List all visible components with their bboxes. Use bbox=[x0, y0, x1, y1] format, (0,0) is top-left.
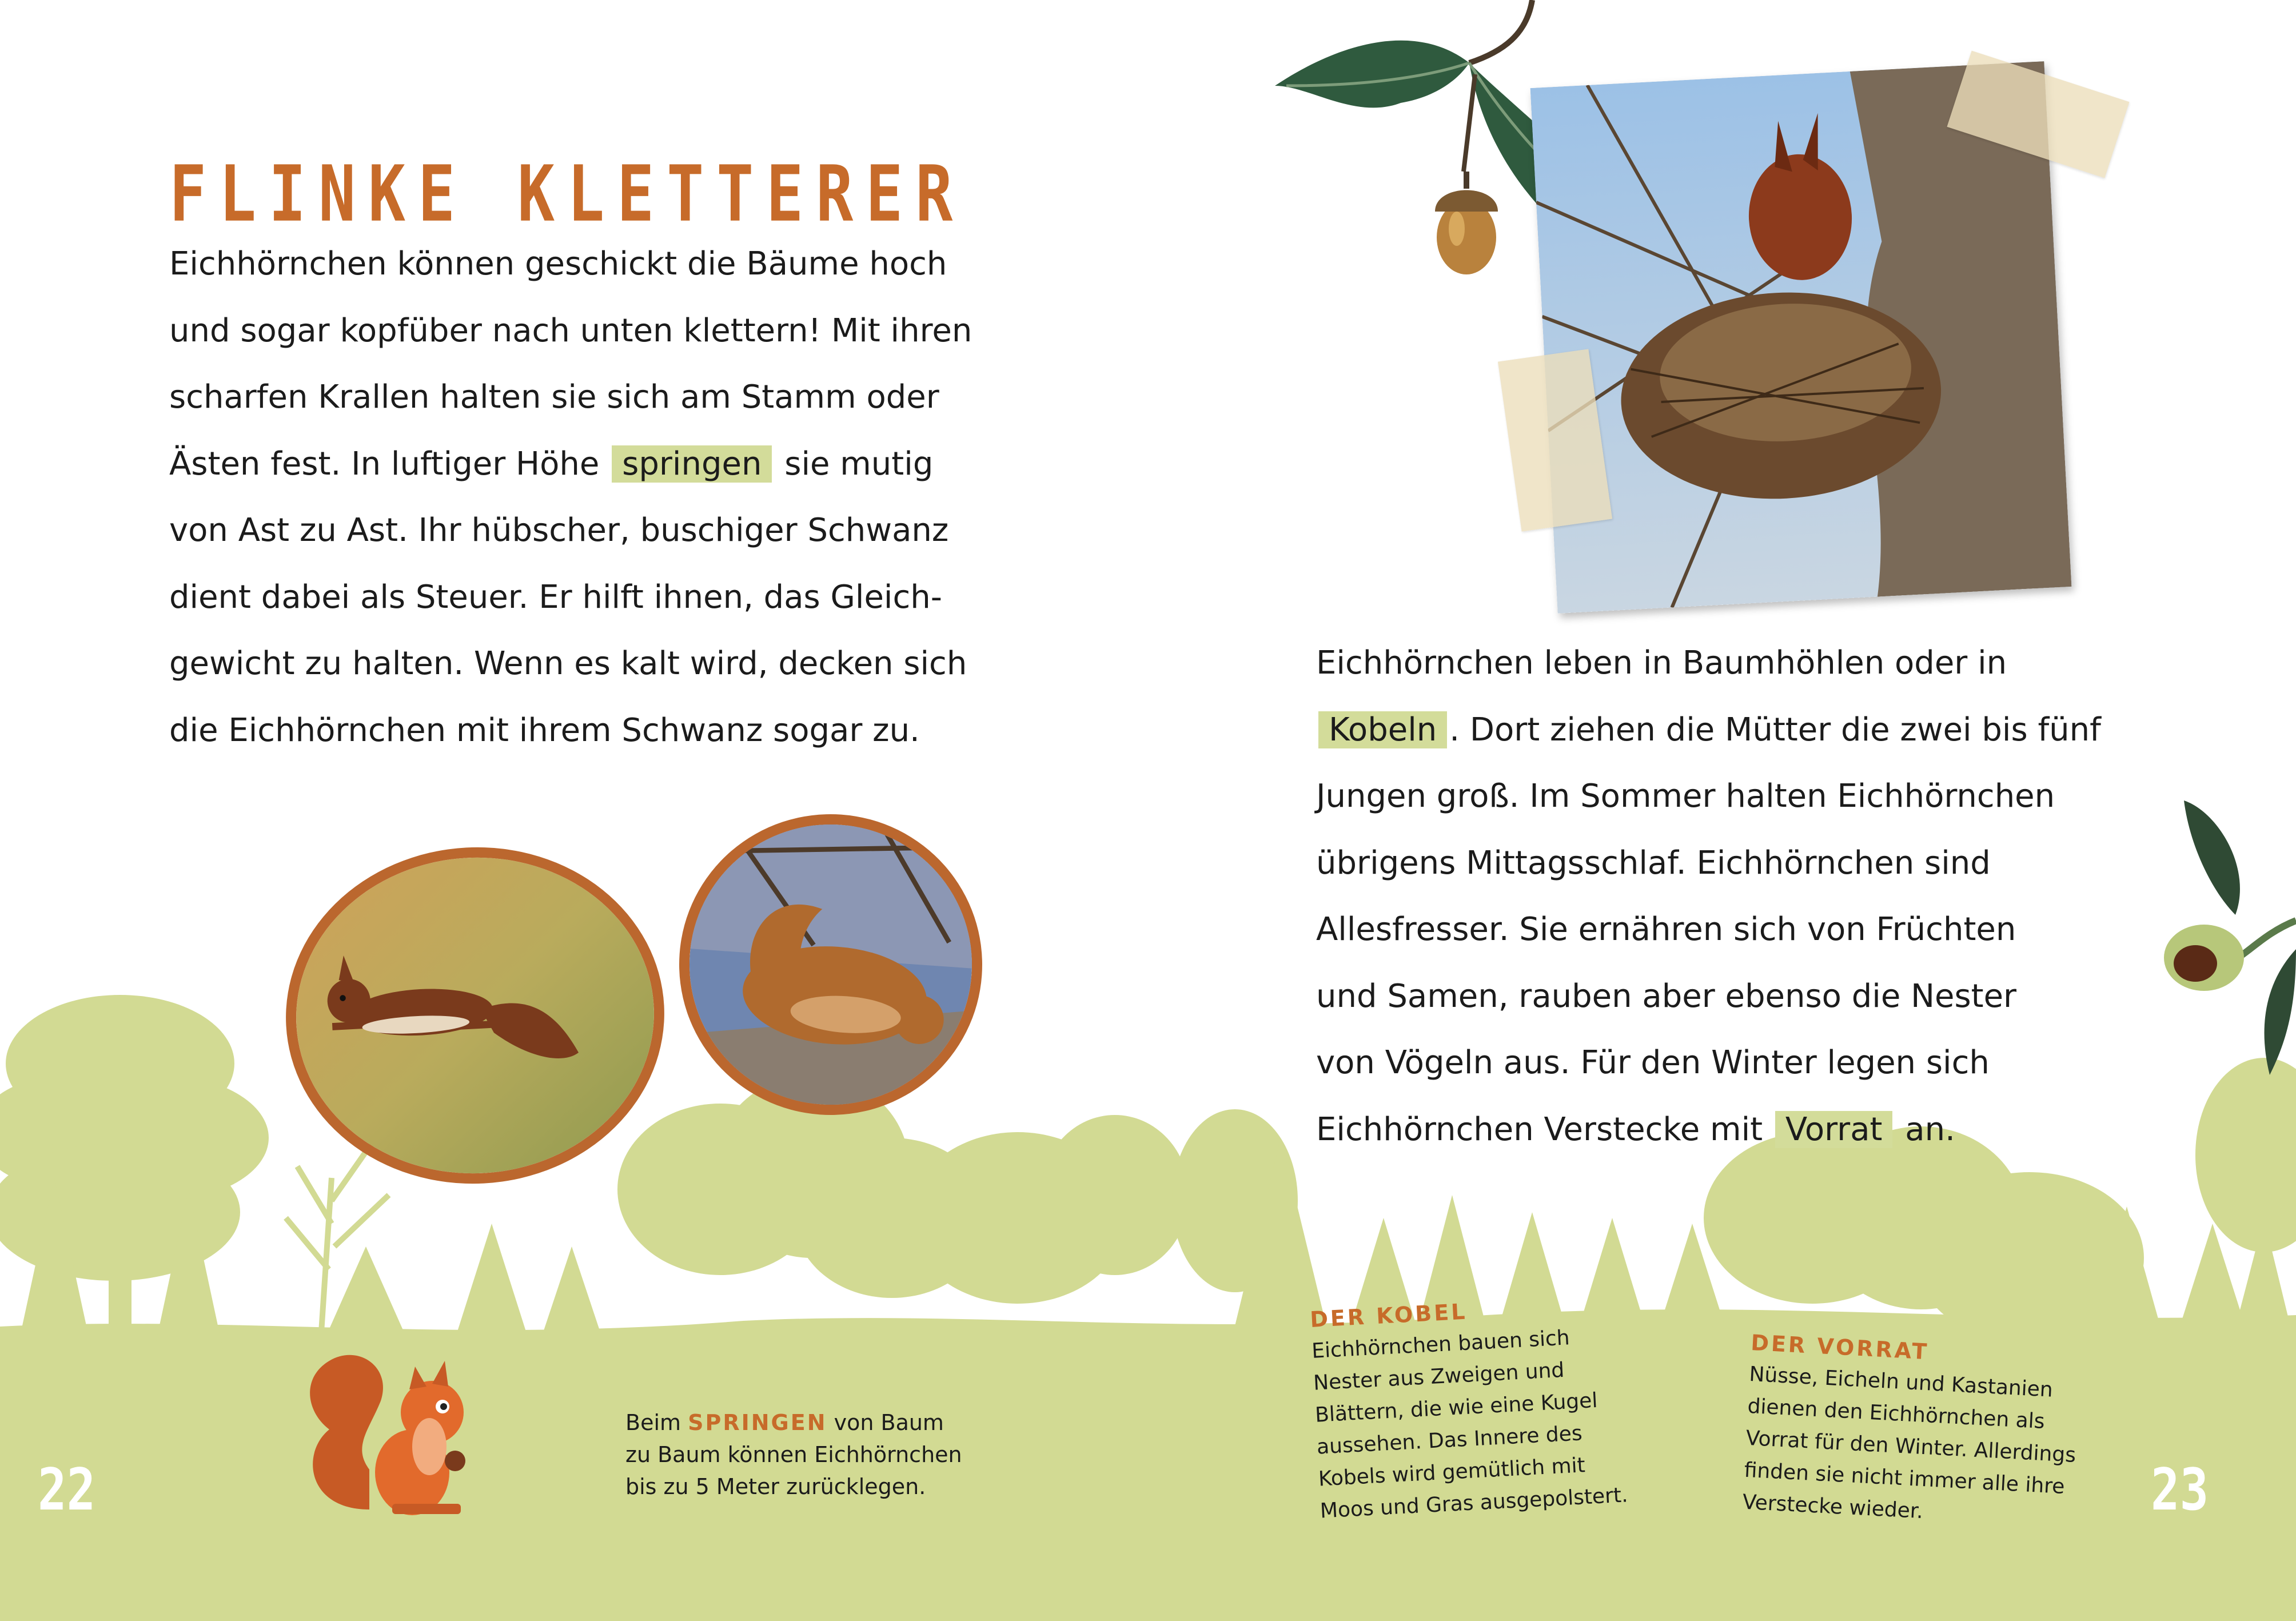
text-segment: Eichhörnchen Verstecke mit bbox=[1316, 1110, 1763, 1148]
text-segment: Ästen fest. In luftiger Höhe bbox=[169, 445, 600, 483]
page-number-right: 23 bbox=[2151, 1456, 2209, 1523]
text-line bbox=[1316, 697, 2101, 764]
text-segment: Beim bbox=[625, 1410, 681, 1435]
text-line: die Eichhörnchen mit ihrem Schwanz sogar zu. bbox=[169, 711, 920, 749]
page-number-left: 22 bbox=[38, 1456, 96, 1523]
highlight-springen: springen bbox=[612, 445, 772, 483]
info-line: Nüsse, Eicheln und Kastanien bbox=[1748, 1362, 2054, 1402]
photo-squirrel-nest bbox=[1530, 61, 2072, 614]
text-line: scharfen Krallen halten sie sich am Stamm oder bbox=[169, 379, 939, 416]
info-line: Nester aus Zweigen und bbox=[1313, 1358, 1565, 1395]
text-line: von Ast zu Ast. Ihr hübscher, buschiger Schwanz bbox=[169, 512, 949, 549]
acorn-icon bbox=[1424, 172, 1509, 280]
text-line bbox=[169, 431, 972, 498]
note-line: bis zu 5 Meter zurücklegen. bbox=[625, 1474, 926, 1499]
text-line: gewicht zu halten. Wenn es kalt wird, decken sich bbox=[169, 645, 967, 682]
info-line: Kobels wird gemütlich mit bbox=[1318, 1453, 1586, 1491]
text-line bbox=[1316, 1097, 2101, 1164]
info-line: dienen den Eichhörnchen als bbox=[1747, 1394, 2046, 1434]
text-line: Allesfresser. Sie ernähren sich von Früchten bbox=[1316, 911, 2016, 948]
info-line: Vorrat für den Winter. Allerdings bbox=[1745, 1426, 2076, 1467]
info-line: aussehen. Das Innere des bbox=[1316, 1421, 1583, 1459]
left-body-text bbox=[169, 231, 972, 764]
info-line: Verstecke wieder. bbox=[1741, 1490, 1924, 1524]
info-line: Blättern, die wie eine Kugel bbox=[1314, 1388, 1599, 1427]
info-line: Eichhörnchen bauen sich bbox=[1311, 1326, 1570, 1363]
text-segment: . Dort ziehen die Mütter die zwei bis fünf bbox=[1449, 711, 2101, 748]
squirrel-icon bbox=[295, 1338, 478, 1521]
page-title: FLINKE KLETTERER bbox=[169, 150, 966, 240]
highlight-vorrat: Vorrat bbox=[1775, 1111, 1893, 1148]
note-line: zu Baum können Eichhörnchen bbox=[625, 1442, 962, 1467]
text-segment: an. bbox=[1905, 1110, 1955, 1148]
accent-word: SPRINGEN bbox=[688, 1410, 827, 1435]
info-line: Moos und Gras ausgepolstert. bbox=[1319, 1483, 1629, 1523]
text-segment: von Baum bbox=[834, 1410, 944, 1435]
text-line: von Vögeln aus. Für den Winter legen sich bbox=[1316, 1044, 1990, 1081]
squirrel-nest-image bbox=[1530, 61, 2072, 614]
text-line: übrigens Mittagsschlaf. Eichhörnchen sind bbox=[1316, 844, 1991, 882]
info-line: finden sie nicht immer alle ihre bbox=[1743, 1458, 2066, 1499]
text-line: Jungen groß. Im Sommer halten Eichhörnchen bbox=[1316, 778, 2055, 815]
highlight-kobeln: Kobeln bbox=[1318, 711, 1447, 748]
jump-fact-note bbox=[625, 1407, 962, 1503]
jumping-squirrel-image bbox=[288, 849, 662, 1182]
info-box-kobel bbox=[1309, 1288, 1629, 1528]
info-heading-vorrat: DER VORRAT bbox=[1750, 1329, 1930, 1365]
text-line: dient dabei als Steuer. Er hilft ihnen, das Gleich- bbox=[169, 578, 942, 616]
text-line: und Samen, rauben aber ebenso die Nester bbox=[1316, 977, 2017, 1015]
info-heading-kobel: DER KOBEL bbox=[1309, 1299, 1468, 1332]
chestnut-icon bbox=[2150, 766, 2296, 1086]
info-box-vorrat bbox=[1741, 1327, 2082, 1536]
right-body-text bbox=[1316, 630, 2101, 1163]
resting-squirrel-image bbox=[680, 815, 982, 1114]
text-line: Eichhörnchen leben in Baumhöhlen oder in bbox=[1316, 644, 2007, 682]
text-line: und sogar kopfüber nach unten klettern! Mit ihren bbox=[169, 312, 972, 349]
note-line bbox=[625, 1407, 962, 1439]
text-segment: sie mutig bbox=[784, 445, 934, 483]
text-line: Eichhörnchen können geschickt die Bäume hoch bbox=[169, 245, 947, 282]
